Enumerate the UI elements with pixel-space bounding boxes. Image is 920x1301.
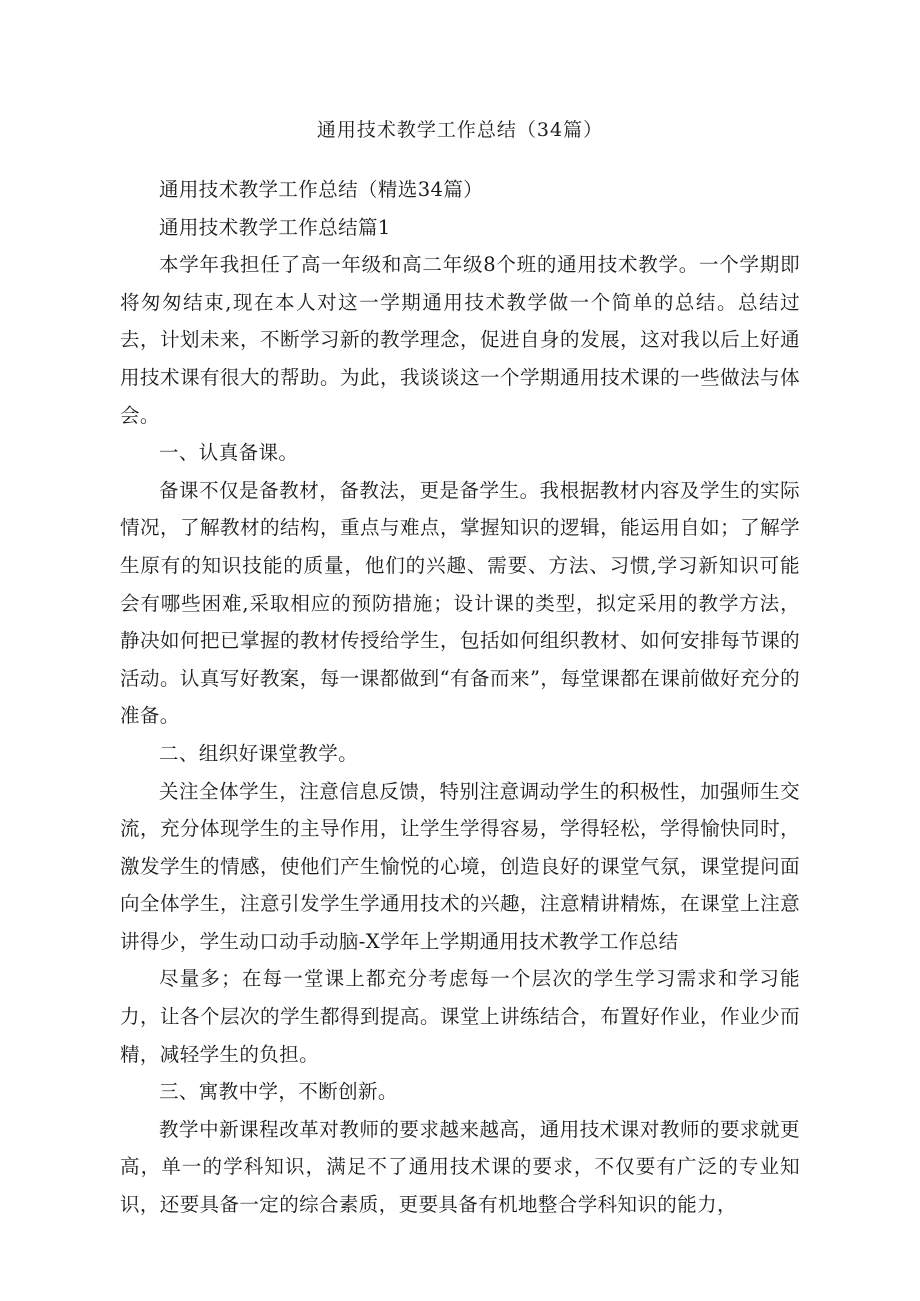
section-heading: 一、认真备课。 [159,441,299,465]
paragraph: 关注全体学生，注意信息反馈，特别注意调动学生的积极性，加强师生交流，充分体现学生的主导作用，让学生学得容易，学得轻松，学得愉快同时，激发学生的情感，使他们产生愉悦的心境，创造良好的课堂气氛，课堂提问面向全体学生，注意引发学生学通用技术的兴趣，注意精讲精炼，在课堂上注意讲得少，学生动口动手动脑-X学年上学期通用技术教学工作总结 [120,779,800,953]
paragraph: 教学中新课程改革对教师的要求越来越高，通用技术课对教师的要求就更高，单一的学科知识，满足不了通用技术课的要求，不仅要有广泛的专业知识，还要具备一定的综合素质，更要具备有机地整合学科知识的能力， [120,1117,800,1217]
subtitle: 通用技术教学工作总结（精选34篇） [159,178,484,201]
paragraph: 备课不仅是备教材，备教法，更是备学生。我根据教材内容及学生的实际情况，了解教材的结构，重点与难点，掌握知识的逻辑，能运用自如；了解学生原有的知识技能的质量，他们的兴趣、需要、方法、习惯,学习新知识可能会有哪些困难,采取相应的预防措施；设计课的类型，拟定采用的教学方法，静决如何把已掌握的教材传授给学生，包括如何组织教材、如何安排每节课的活动。认真写好教案，每一课都做到“有备而来”，每堂课都在课前做好充分的准备。 [120,478,800,728]
section-heading: 通用技术教学工作总结篇1 [159,215,391,239]
section-heading: 二、组织好课堂教学。 [159,741,359,765]
section-heading: 三、寓教中学，不断创新。 [159,1080,398,1104]
document-body [120,171,800,1224]
paragraph: 本学年我担任了高一年级和高二年级8个班的通用技术教学。一个学期即将匆匆结束,现在本人对这一学期通用技术教学做一个简单的总结。总结过去，计划未来，不断学习新的教学理念，促进自身的发展，这对我以后上好通用技术课有很大的帮助。为此，我谈谈这一个学期通用技术课的一些做法与体会。 [120,253,800,427]
document-title: 通用技术教学工作总结（34篇） [316,119,604,141]
paragraph: 尽量多；在每一堂课上都充分考虑每一个层次的学生学习需求和学习能力，让各个层次的学生都得到提高。课堂上讲练结合，布置好作业，作业少而精，减轻学生的负担。 [120,967,800,1066]
